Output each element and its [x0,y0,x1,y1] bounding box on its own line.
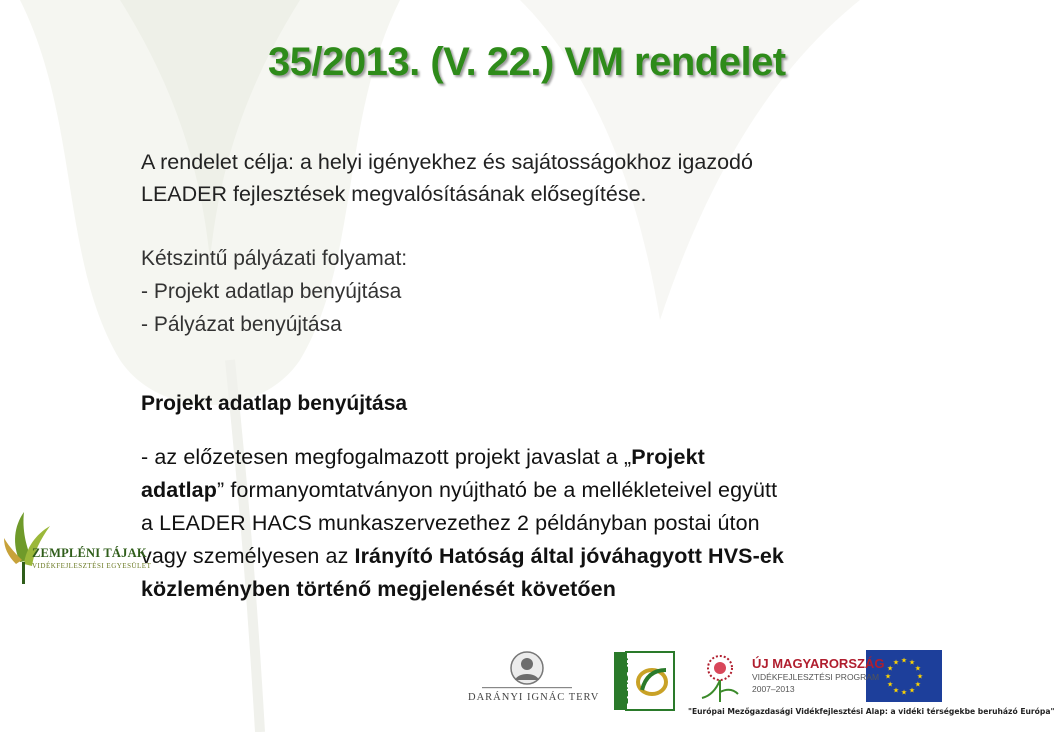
detail-line-1 [141,441,953,474]
eu-star-icon: ★ [892,687,900,695]
eu-caption: "Európai Mezőgazdasági Vidékfejlesztési Alap: a vidéki térségekbe beruházó Európa" [688,707,1054,716]
eu-star-icon: ★ [900,689,908,697]
eu-star-icon: ★ [887,665,894,673]
eu-star-icon: ★ [884,673,892,681]
uj-magyarorszag-subtitle: VIDÉKFEJLESZTÉSI PROGRAM [752,672,880,682]
eu-star-icon: ★ [900,657,908,665]
detail-line-2-bold: adatlap [141,478,217,502]
eu-star-icon: ★ [914,681,921,689]
detail-line-3: a LEADER HACS munkaszervezethez 2 példányban postai úton [141,511,760,535]
process-block [141,242,407,341]
detail-paragraph [141,441,953,606]
detail-line-4 [141,540,953,573]
eu-star-icon: ★ [908,659,916,667]
detail-line-5 [141,573,953,606]
process-item-1: - Projekt adatlap benyújtása [141,280,402,303]
detail-line-4-text: vagy személyesen az [141,544,355,568]
detail-line-1-bold: Projekt [631,445,705,469]
detail-line-2-text: ” formanyomtatványon nyújtható be a mellékleteivel együtt [216,478,778,502]
leader-word: LEADER [620,656,632,705]
eu-star-icon: ★ [908,687,916,695]
process-heading: Kétszintű pályázati folyamat: [141,247,408,270]
zempleni-tajak-name: ZEMPLÉNI TÁJAK [32,546,147,560]
detail-line-2 [141,474,953,507]
eu-star-icon: ★ [914,665,921,673]
uj-magyarorszag-flower-icon [694,648,750,704]
goal-line-1: A rendelet célja: a helyi igényekhez és sajátosságokhoz igazodó [141,150,753,174]
uj-magyarorszag-title: ÚJ MAGYARORSZÁG [752,656,885,671]
goal-paragraph [141,146,953,210]
detail-line-1-text: - az előzetesen megfogalmazott projekt javaslat a „ [141,445,632,469]
detail-line-5-bold: közleményben történő megjelenését követően [141,577,616,601]
zempleni-tajak-subtitle: VIDÉKFEJLESZTÉSI EGYESÜLET [32,562,152,570]
uj-magyarorszag-years: 2007–2013 [752,684,795,694]
eu-star-icon: ★ [916,673,924,681]
goal-line-2: LEADER fejlesztések megvalósításának elősegítése. [141,182,647,206]
eu-star-icon: ★ [892,659,900,667]
process-item-2: - Pályázat benyújtása [141,313,342,336]
slide-title: 35/2013. (V. 22.) VM rendelet [268,40,786,84]
daranyi-ignac-terv-label: DARÁNYI IGNÁC TERV [468,692,600,703]
eu-star-icon: ★ [887,681,894,689]
detail-line-4-bold: Irányító Hatóság által jóváhagyott HVS-ek [354,544,784,568]
section-heading: Projekt adatlap benyújtása [141,392,408,415]
